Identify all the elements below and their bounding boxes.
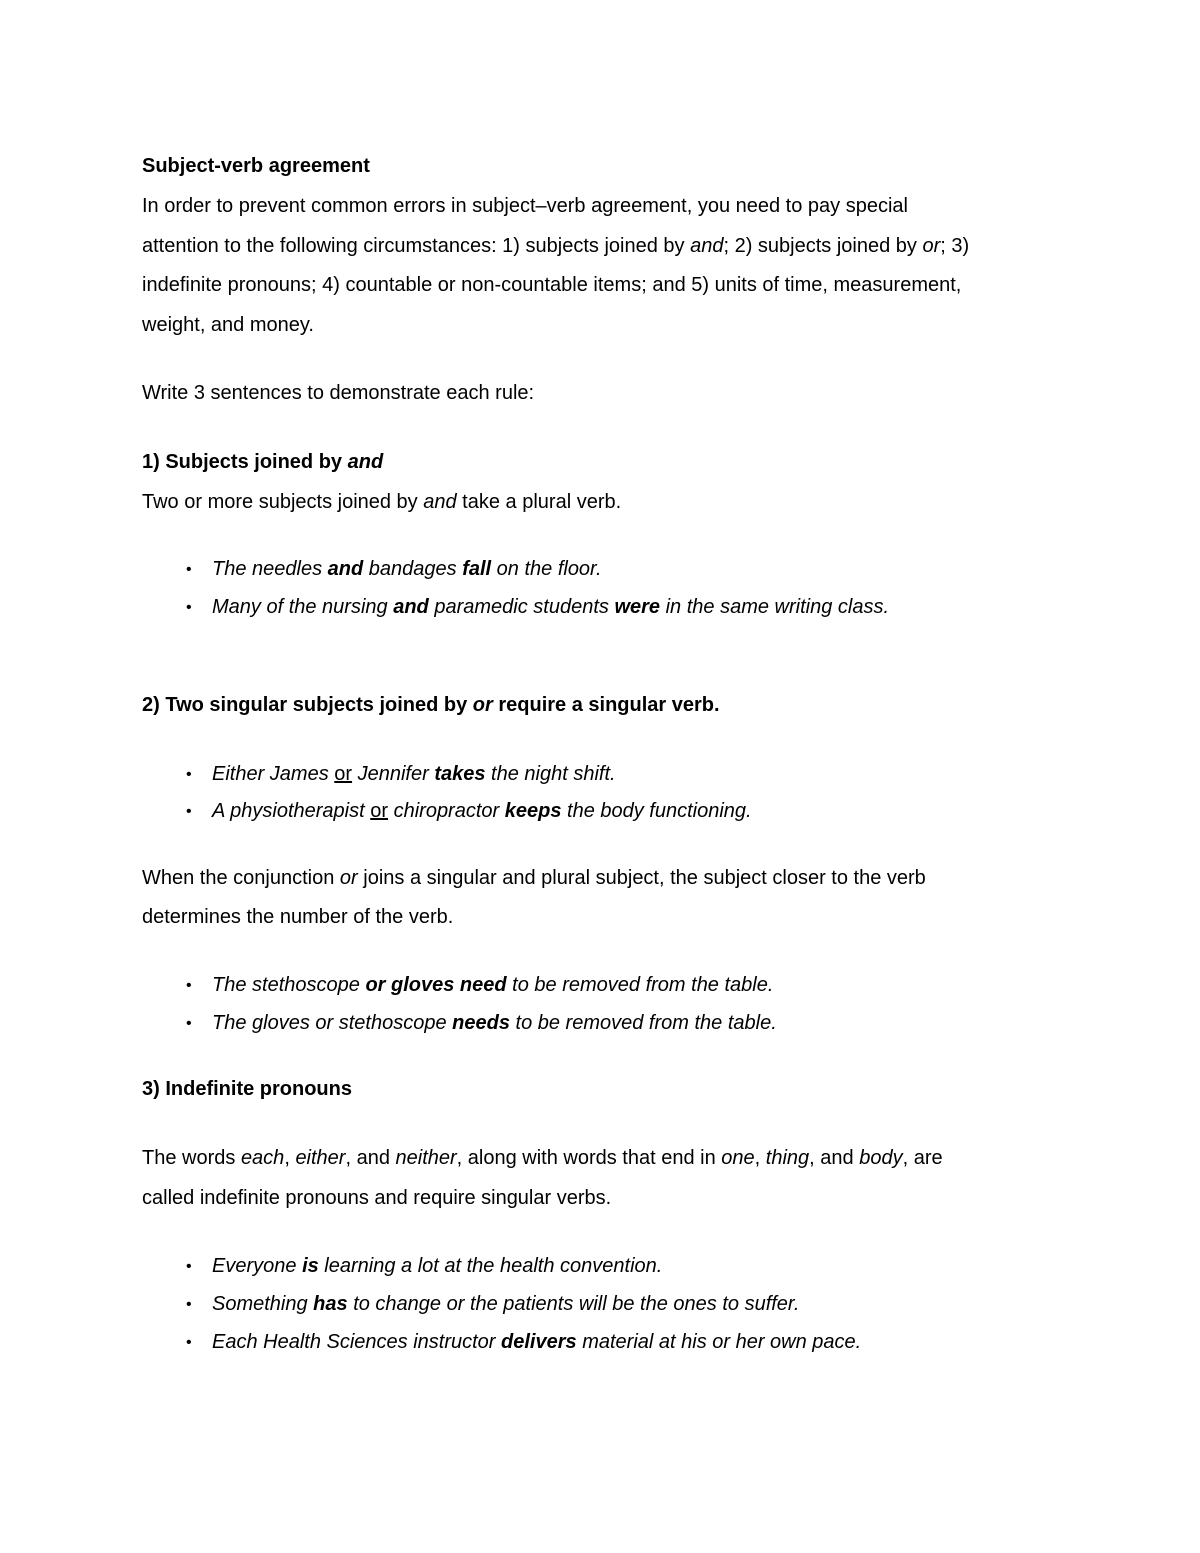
rule3-example-1 (212, 1254, 662, 1278)
rule1-example-2 (212, 595, 889, 619)
example-verb: need (459, 974, 507, 996)
example-verb: needs (452, 1012, 510, 1034)
example-text: bandages (363, 558, 463, 580)
example-text: Everyone (212, 1255, 303, 1277)
example-text: to be removed from the table. (509, 1012, 777, 1034)
desc-em: one (721, 1147, 755, 1169)
note-text: When the conjunction (142, 867, 340, 889)
rule3-heading: 3) Indefinite pronouns (142, 1078, 352, 1100)
bullet-icon: • (186, 803, 192, 820)
desc-em: each (240, 1147, 285, 1169)
rule2-note-line-1 (142, 866, 926, 890)
desc-text: The words (142, 1147, 241, 1169)
rule2-heading-em: or (472, 694, 493, 716)
note-em: or (339, 867, 358, 889)
example-text: the night shift. (485, 763, 616, 785)
bullet-icon: • (186, 599, 192, 616)
bullet-icon: • (186, 977, 192, 994)
example-verb: takes (434, 763, 486, 785)
bullet-icon: • (186, 766, 192, 783)
intro-line-2 (142, 234, 969, 258)
example-text: to change or the patients will be the ones to suffer. (347, 1293, 800, 1315)
rule1-desc-em: and (423, 491, 457, 513)
example-text: paramedic students (428, 596, 615, 618)
rule3-description-line-2: called indefinite pronouns and require singular verbs. (142, 1187, 612, 1209)
example-verb: were (614, 596, 661, 618)
intro-term-or: or (922, 235, 941, 257)
desc-text: , and (809, 1147, 860, 1169)
desc-text: , and (345, 1147, 396, 1169)
rule3-description-line-1 (142, 1146, 943, 1170)
rule2-note-line-2: determines the number of the verb. (142, 906, 454, 928)
rule1-description (142, 490, 621, 514)
rule1-heading-em: and (347, 451, 384, 473)
document-title: Subject-verb agreement (142, 155, 370, 177)
example-keyword: or (370, 800, 389, 822)
rule1-desc-text: take a plural verb. (456, 491, 622, 513)
example-text: The needles (212, 558, 328, 580)
example-verb: fall (462, 558, 492, 580)
desc-em: body (859, 1147, 903, 1169)
example-keyword: and (327, 558, 364, 580)
rule1-heading (142, 450, 383, 474)
intro-text: attention to the following circumstances: 1) subjects joined by (142, 235, 691, 257)
rule2-example-4 (212, 1011, 777, 1035)
rule1-example-1 (212, 557, 602, 581)
desc-text: , (284, 1147, 296, 1169)
rule3-example-2 (212, 1292, 799, 1316)
example-text: on the floor. (491, 558, 602, 580)
bullet-icon: • (186, 1015, 192, 1032)
bullet-icon: • (186, 1334, 192, 1351)
rule2-heading-text: 2) Two singular subjects joined by (142, 694, 473, 716)
intro-text: ; 3) (940, 235, 970, 257)
desc-em: neither (395, 1147, 457, 1169)
desc-text: , are (902, 1147, 943, 1169)
example-text: Either James (212, 763, 335, 785)
example-text: The gloves or stethoscope (212, 1012, 453, 1034)
desc-text: , along with words that end in (456, 1147, 722, 1169)
example-text: Jennifer (352, 763, 435, 785)
example-verb: has (313, 1293, 348, 1315)
bullet-icon: • (186, 561, 192, 578)
desc-em: thing (765, 1147, 810, 1169)
example-text: material at his or her own pace. (576, 1331, 862, 1353)
desc-text: , (754, 1147, 766, 1169)
example-verb: keeps (504, 800, 562, 822)
intro-line-3: indefinite pronouns; 4) countable or non-countable items; and 5) units of time, measurement, (142, 274, 962, 296)
instruction: Write 3 sentences to demonstrate each rule: (142, 382, 535, 404)
example-text: learning a lot at the health convention. (318, 1255, 663, 1277)
example-text: Something (212, 1293, 314, 1315)
rule2-example-2 (212, 799, 752, 823)
rule2-example-3 (212, 973, 773, 997)
example-text: chiropractor (388, 800, 505, 822)
rule3-example-3 (212, 1330, 861, 1354)
example-verb: delivers (501, 1331, 577, 1353)
example-text: The stethoscope (212, 974, 366, 996)
example-text: A physiotherapist (212, 800, 371, 822)
rule1-heading-text: 1) Subjects joined by (142, 451, 348, 473)
rule1-desc-text: Two or more subjects joined by (142, 491, 424, 513)
intro-term-and: and (690, 235, 724, 257)
example-text: Many of the nursing (212, 596, 394, 618)
rule2-heading-text: require a singular verb. (492, 694, 720, 716)
bullet-icon: • (186, 1296, 192, 1313)
example-text: Each Health Sciences instructor (212, 1331, 502, 1353)
example-keyword: or gloves (365, 974, 455, 996)
intro-text: ; 2) subjects joined by (723, 235, 923, 257)
example-keyword: and (393, 596, 429, 618)
example-text: to be removed from the table. (506, 974, 774, 996)
note-text: joins a singular and plural subject, the subject closer to the verb (357, 867, 926, 889)
example-keyword: or (334, 763, 353, 785)
intro-line-4: weight, and money. (142, 314, 314, 336)
desc-em: either (295, 1147, 346, 1169)
example-verb: is (302, 1255, 319, 1277)
intro-line-1: In order to prevent common errors in subject–verb agreement, you need to pay special (142, 195, 908, 217)
rule2-heading (142, 693, 720, 717)
bullet-icon: • (186, 1258, 192, 1275)
example-text: in the same writing class. (660, 596, 890, 618)
example-text: the body functioning. (561, 800, 752, 822)
rule2-example-1 (212, 762, 616, 786)
